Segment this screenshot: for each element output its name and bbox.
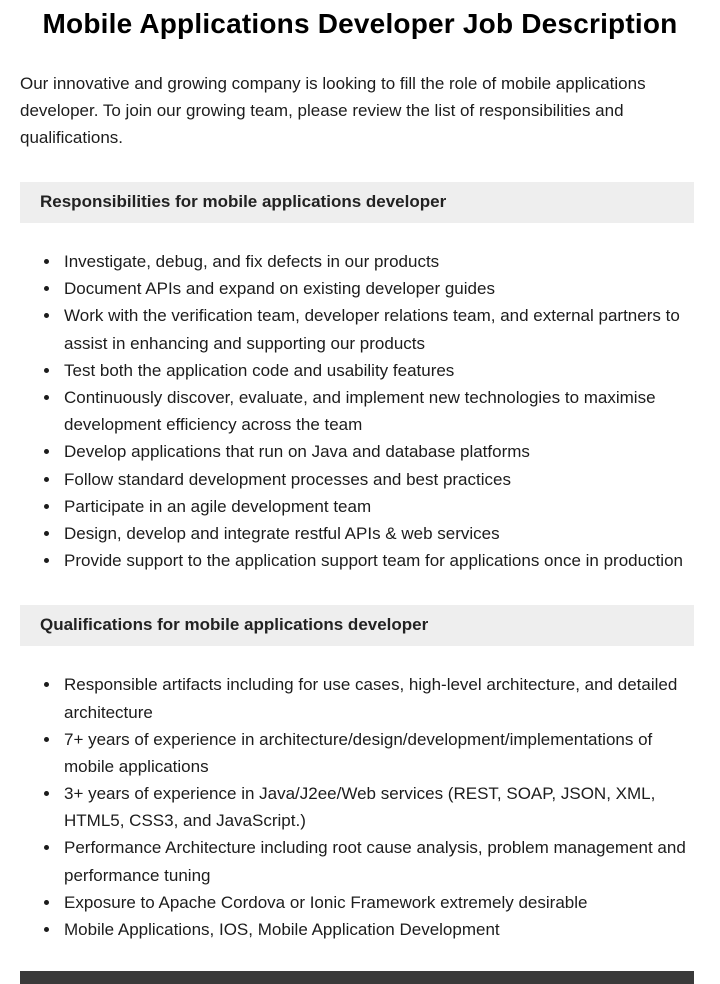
list-item: • Mobile Applications, IOS, Mobile Application Development (61, 916, 694, 943)
responsibilities-section-header: Responsibilities for mobile applications developer (20, 182, 694, 223)
list-item: • Work with the verification team, developer relations team, and external partners to assist in enhancing and supporting our products (61, 302, 694, 356)
qualifications-list (20, 671, 694, 943)
list-item: • Document APIs and expand on existing developer guides (61, 275, 694, 302)
list-item: • 7+ years of experience in architecture/design/development/implementations of mobile applications (61, 726, 694, 780)
next-section-bar-partial (20, 971, 694, 984)
list-item: • Follow standard development processes and best practices (61, 466, 694, 493)
list-item: • Develop applications that run on Java and database platforms (61, 438, 694, 465)
list-item: • Design, develop and integrate restful APIs & web services (61, 520, 694, 547)
qualifications-section (0, 605, 720, 943)
qualifications-section-header: Qualifications for mobile applications developer (20, 605, 694, 646)
responsibilities-list (20, 248, 694, 574)
list-item: • Provide support to the application support team for applications once in production (61, 547, 694, 574)
list-item: • Participate in an agile development team (61, 493, 694, 520)
list-item: • 3+ years of experience in Java/J2ee/Web services (REST, SOAP, JSON, XML, HTML5, CSS3, and JavaScript.) (61, 780, 694, 834)
list-item: • Responsible artifacts including for use cases, high-level architecture, and detailed architecture (61, 671, 694, 725)
list-item: • Investigate, debug, and fix defects in our products (61, 248, 694, 275)
list-item: • Exposure to Apache Cordova or Ionic Framework extremely desirable (61, 889, 694, 916)
intro-paragraph: Our innovative and growing company is looking to fill the role of mobile applications developer. To join our growing team, please review the list of responsibilities and qualifications. (20, 73, 646, 147)
list-item: • Performance Architecture including root cause analysis, problem management and performance tuning (61, 834, 694, 888)
responsibilities-section (0, 182, 720, 574)
list-item: • Continuously discover, evaluate, and implement new technologies to maximise development efficiency across the team (61, 384, 694, 438)
list-item: • Test both the application code and usability features (61, 357, 694, 384)
page-title: Mobile Applications Developer Job Description (42, 8, 678, 39)
